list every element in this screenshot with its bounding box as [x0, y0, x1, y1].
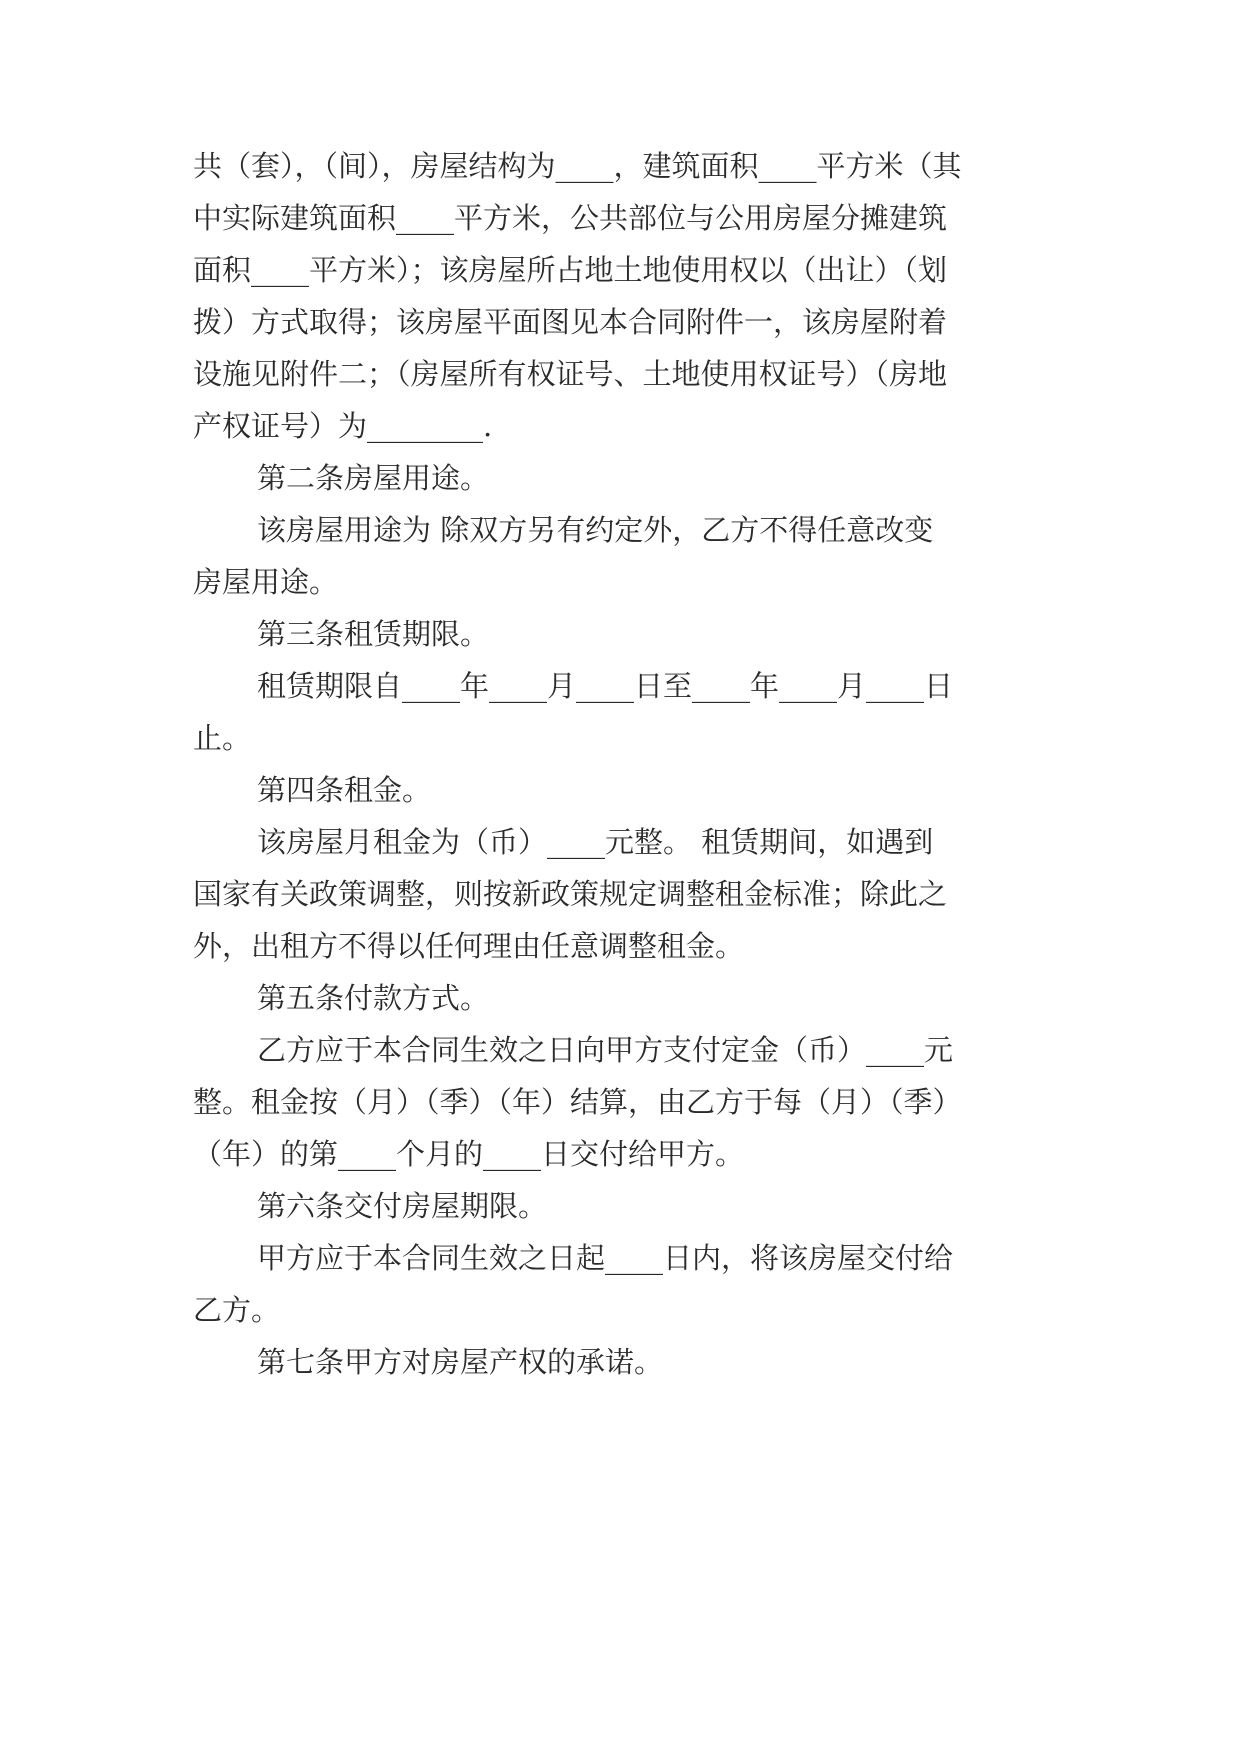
article-heading: 第二条房屋用途。 [257, 461, 490, 495]
text-line: 乙方应于本合同生效之日向甲方支付定金（币）____元 [257, 1033, 954, 1067]
text-line: （年）的第____个月的____日交付给甲方。 [193, 1137, 745, 1171]
text-line: 面积____平方米）；该房屋所占地土地使用权以（出让）（划 [193, 253, 948, 287]
article-heading: 第七条甲方对房屋产权的承诺。 [257, 1345, 664, 1379]
text-line: 设施见附件二；（房屋所有权证号、土地使用权证号）（房地 [193, 357, 948, 391]
text-line: 乙方。 [193, 1293, 281, 1327]
article-heading: 第六条交付房屋期限。 [257, 1189, 548, 1223]
article-heading: 第五条付款方式。 [257, 981, 490, 1015]
article-heading: 第四条租金。 [257, 773, 432, 807]
text-line: 租赁期限自____年____月____日至____年____月____日 [257, 669, 954, 703]
text-line: 甲方应于本合同生效之日起____日内，将该房屋交付给 [257, 1241, 954, 1275]
text-line: 共（套），（间），房屋结构为____，建筑面积____平方米（其 [193, 149, 962, 183]
text-line: 该房屋用途为 除双方另有约定外，乙方不得任意改变 [257, 513, 934, 547]
text-line: 中实际建筑面积____平方米，公共部位与公用房屋分摊建筑 [193, 201, 948, 235]
text-line: 国家有关政策调整，则按新政策规定调整租金标准；除此之 [193, 877, 948, 911]
text-line: 外，出租方不得以任何理由任意调整租金。 [193, 929, 745, 963]
text-line: 产权证号）为________. [193, 409, 493, 443]
text-line: 止。 [193, 721, 252, 755]
text-line: 该房屋月租金为（币）____元整。 租赁期间，如遇到 [257, 825, 934, 859]
text-line: 房屋用途。 [193, 565, 339, 599]
text-line: 整。租金按（月）（季）（年）结算，由乙方于每（月）（季） [193, 1085, 962, 1119]
text-line: 拨）方式取得；该房屋平面图见本合同附件一，该房屋附着 [193, 305, 948, 339]
article-heading: 第三条租赁期限。 [257, 617, 490, 651]
